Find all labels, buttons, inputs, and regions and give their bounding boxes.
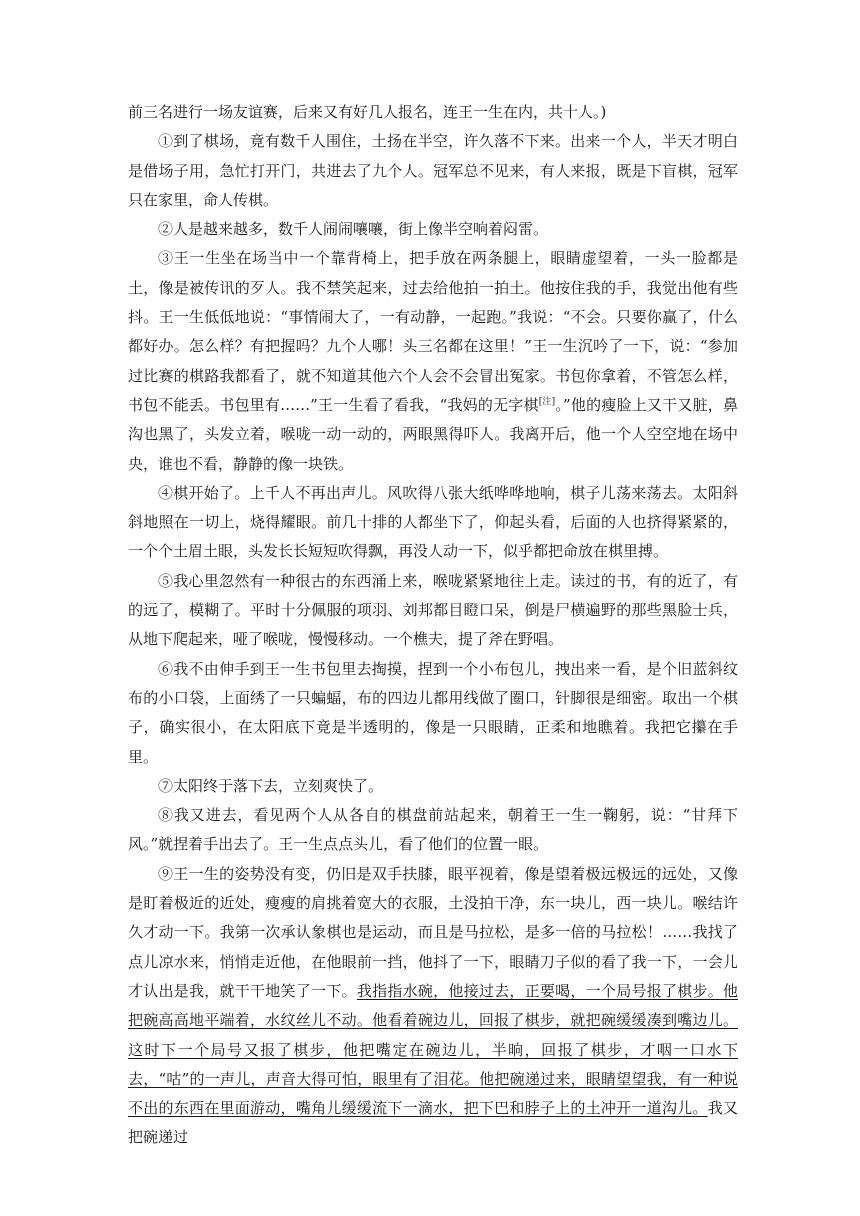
underlined-passage: 我指指水碗，他接过去，正要喝，一个局号报了棋步。他把碗高高地平端着，水纹丝儿不动。他看着碗边儿，回报了棋步，就把碗缓缓凑到嘴边儿。这时下一个局号又报了棋步，他把嘴定在碗边儿，半晌，回报了棋步，才咽一口水下去，“咕”的一声儿，声音大得可怕，眼里有了泪花。他把碗递过来，眼睛望望我，有一种说不出的东西在里面游动，嘴角儿缓缓流下一滴水，把下巴和脖子上的土冲开一道沟儿。: [128, 981, 738, 1118]
paragraph-4: ④棋开始了。上千人不再出声儿。风吹得八张大纸哗哗地响，棋子儿荡来荡去。太阳斜斜地照在一切上，烧得耀眼。前几十排的人都坐下了，仰起头看，后面的人也挤得紧紧的，一个个土眉土眼，头发长长短短吹得飘，再没人动一下，似乎都把命放在棋里搏。: [128, 483, 738, 561]
article-body: [128, 98, 738, 1153]
paragraph-3: [128, 244, 738, 478]
paragraph-3-text: ③王一生坐在场当中一个靠背椅上，把手放在两条腿上，眼睛虚望着，一头一脸都是土，像是被传讯的歹人。我不禁笑起来，过去给他拍一拍土。他按住我的手，我觉出他有些抖。王一生低低地说：“事情闹大了，一有动静，一起跑。”我说：“不会。只要你赢了，什么都好办。怎么样？有把握吗？九个人哪！头三名都在这里！”王一生沉吟了一下，说：“参加过比赛的棋路我都看了，就不知道其他六个人会不会冒出冤家。书包你拿着，不管怎么样，书包不能丢。书包里有……”王一生看了看我，“我妈的无字棋: [128, 249, 738, 414]
paragraph-3-text-end: 。”他的瘦脸上又干又脏，鼻沟也黑了，头发立着，喉咙一动一动的，两眼黑得吓人。我离开后，他一个人空空地在场中央，谁也不看，静静的像一块铁。: [128, 395, 738, 473]
paragraph-8: ⑧我又进去，看见两个人从各自的棋盘前站起来，朝着王一生一鞠躬，说：“甘拜下风。”就捏着手出去了。王一生点点头儿，看了他们的位置一眼。: [128, 806, 738, 854]
paragraph-7: ⑦太阳终于落下去，立刻爽快了。: [158, 776, 384, 795]
intro-paragraph: 前三名进行一场友谊赛，后来又有好几人报名，连王一生在内，共十人。): [128, 103, 607, 121]
paragraph-9-text: ⑨王一生的姿势没有变，仍旧是双手扶膝，眼平视着，像是望着极远极远的远处，又像是盯着极近的近处，瘦瘦的肩挑着宽大的衣服，土没拍干净，东一块儿，西一块儿。喉结许久才动一下。我第一次承认象棋也是运动，而且是马拉松，是多一倍的马拉松！……我找了点儿凉水来，悄悄走近他，在他眼前一挡，他抖了一下，眼睛刀子似的看了我一下，一会儿才认出是我，就干干地笑了一下。: [128, 864, 738, 1000]
paragraph-9: [128, 860, 738, 1153]
paragraph-9-text-end: 我又把碗递过: [128, 1099, 738, 1147]
paragraph-2: ②人是越来越多，数千人闹闹嚷嚷，街上像半空响着闷雷。: [158, 220, 549, 239]
paragraph-6: ⑥我不由伸手到王一生书包里去掏摸，捏到一个小布包儿，拽出来一看，是个旧蓝斜纹布的小口袋，上面绣了一只蝙蝠，布的四边儿都用线做了圈口，针脚很是细密。取出一个棋子，确实很小，在太阳底下竟是半透明的，像是一只眼睛，正柔和地瞧着。我把它攥在手里。: [128, 659, 738, 766]
paragraph-5: ⑤我心里忽然有一种很古的东西涌上来，喉咙紧紧地往上走。读过的书，有的近了，有的远了，模糊了。平时十分佩服的项羽、刘邦都目瞪口呆，倒是尸横遍野的那些黑脸士兵，从地下爬起来，哑了喉咙，慢慢移动。一个樵夫，提了斧在野唱。: [128, 571, 738, 649]
paragraph-1: ①到了棋场，竟有数千人围住，土扬在半空，许久落不下来。出来一个人，半天才明白是借场子用，急忙打开门，共进去了九个人。冠军总不见来，有人来报，既是下盲棋，冠军只在家里，命人传棋。: [128, 132, 738, 209]
footnote-marker: [注]: [538, 396, 556, 407]
